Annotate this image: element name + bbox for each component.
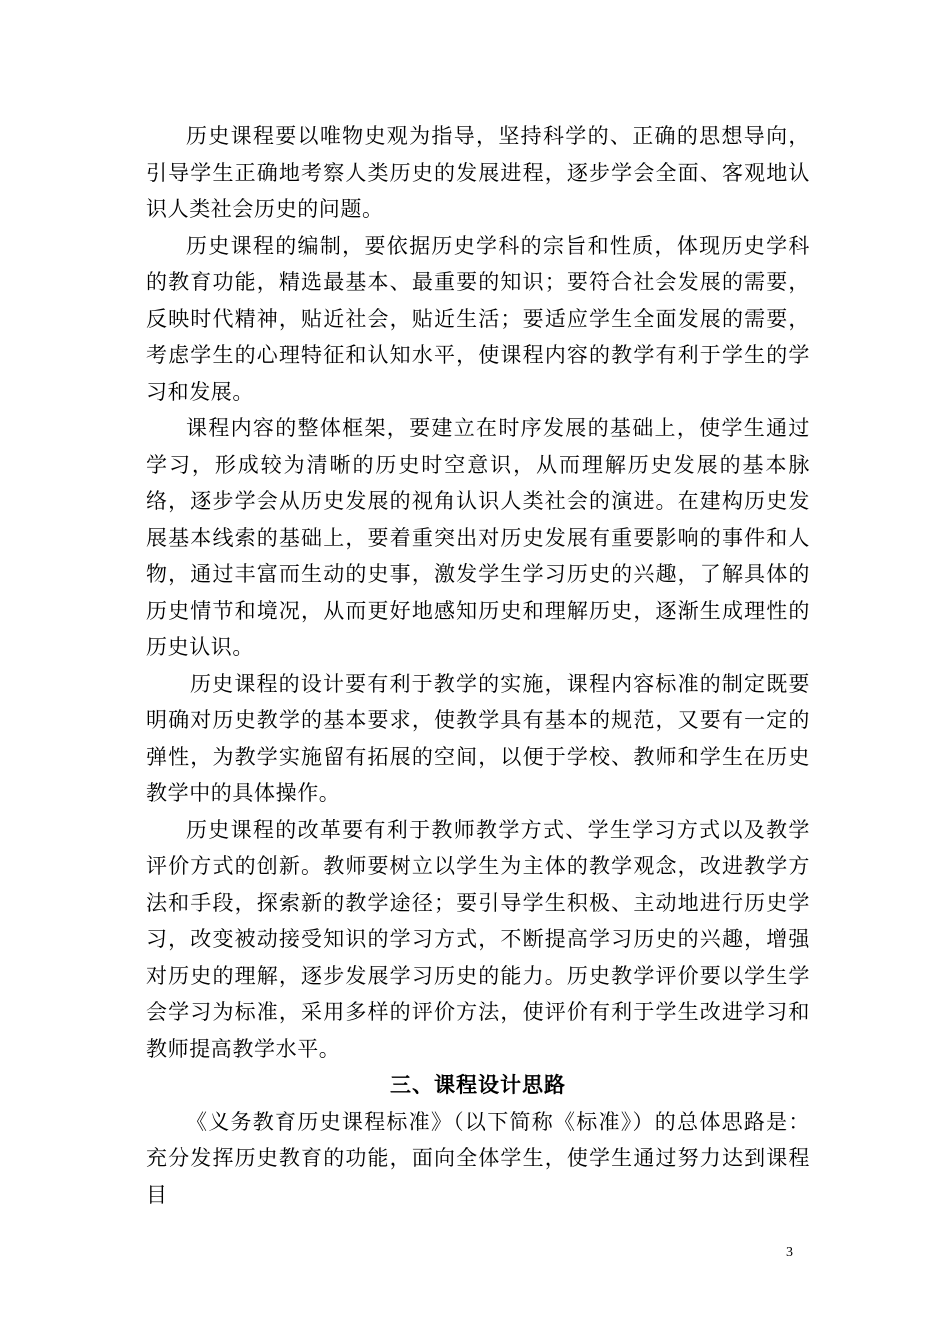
paragraph-curriculum-compilation: 历史课程的编制，要依据历史学科的宗旨和性质，体现历史学科的教育功能，精选最基本、最重要的知识；要符合社会发展的需要，反映时代精神，贴近社会，贴近生活；要适应学生全面发展的需要，考虑学生的心理特征和认知水平，使课程内容的教学有利于学生的学习和发展。 [146,233,810,404]
paragraph-content-framework: 课程内容的整体框架，要建立在时序发展的基础上，使学生通过学习，形成较为清晰的历史时空意识，从而理解历史发展的基本脉络，逐步学会从历史发展的视角认识人类社会的演进。在建构历史发展基本线索的基础上，要着重突出对历史发展有重要影响的事件和人物，通过丰富而生动的史事，激发学生学习历史的兴趣，了解具体的历史情节和境况，从而更好地感知历史和理解历史，逐渐生成理性的历史认识。 [146,416,810,659]
paragraph-overall-approach: 《义务教育历史课程标准》（以下简称《标准》）的总体思路是：充分发挥历史教育的功能，面向全体学生，使学生通过努力达到课程目 [146,1109,810,1207]
page-number: 3 [786,1245,793,1260]
paragraph-guiding-principle: 历史课程要以唯物史观为指导，坚持科学的、正确的思想导向，引导学生正确地考察人类历史的发展进程，逐步学会全面、客观地认识人类社会历史的问题。 [146,124,810,221]
paragraph-teaching-implementation: 历史课程的设计要有利于教学的实施，课程内容标准的制定既要明确对历史教学的基本要求，使教学具有基本的规范，又要有一定的弹性，为教学实施留有拓展的空间，以便于学校、教师和学生在历史教学中的具体操作。 [146,671,810,805]
document-body [146,118,810,1213]
paragraph-teaching-reform: 历史课程的改革要有利于教师教学方式、学生学习方式以及教学评价方式的创新。教师要树立以学生为主体的教学观念，改进教学方法和手段，探索新的教学途径；要引导学生积极、主动地进行历史学习，改变被动接受知识的学习方式，不断提高学习历史的兴趣，增强对历史的理解，逐步发展学习历史的能力。历史教学评价要以学生学会学习为标准，采用多样的评价方法，使评价有利于学生改进学习和教师提高教学水平。 [146,817,810,1061]
section-heading: 三、课程设计思路 [390,1073,566,1097]
